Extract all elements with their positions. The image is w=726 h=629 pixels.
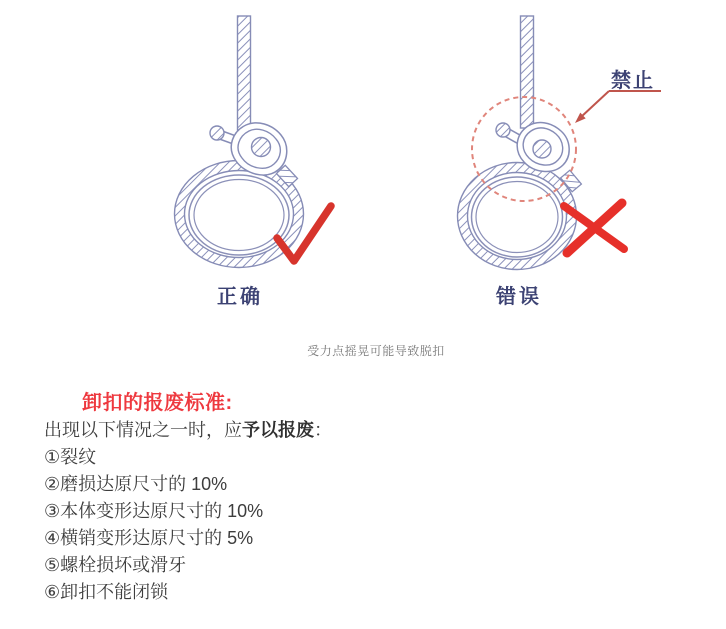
steel-ring (472, 177, 563, 257)
list-item: ⑤螺栓损坏或滑牙 (44, 555, 187, 575)
steel-ring (189, 175, 289, 255)
correct-label: 正确 (217, 286, 263, 308)
section-heading: 卸扣的报废标准: (82, 392, 233, 414)
scrap-standard-section (44, 390, 684, 606)
list-item: ①裂纹 (44, 447, 97, 467)
figure-caption: 受力点摇晃可能导致脱扣 (307, 344, 445, 358)
prohibit-arrow (575, 91, 661, 123)
list-item: ③本体变形达原尺寸的 10% (44, 501, 264, 521)
list-item: ⑥卸扣不能闭锁 (44, 582, 169, 602)
intro-prefix: 出现以下情况之一时，应 (44, 420, 242, 440)
wrong-figure (458, 16, 662, 270)
correct-figure (175, 16, 332, 268)
wire-rope (238, 16, 251, 130)
section-intro (44, 417, 684, 444)
prohibit-label: 禁止 (611, 70, 655, 92)
intro-suffix: ： (314, 420, 332, 440)
list-item: ②磨损达原尺寸的 10% (44, 474, 228, 494)
intro-bold: 予以报废 (242, 420, 314, 440)
wire-rope (521, 16, 534, 128)
wrong-label: 错误 (496, 286, 542, 308)
list-item: ④横销变形达原尺寸的 5% (44, 528, 254, 548)
